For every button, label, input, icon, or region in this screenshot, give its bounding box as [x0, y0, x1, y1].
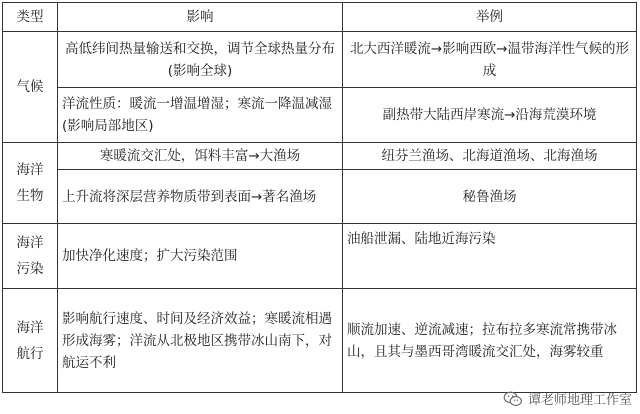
impact-cell: 上升流将深层营养物质带到表面→著名渔场 [58, 170, 343, 224]
table-row [3, 143, 637, 170]
category-label: 生物 [16, 188, 44, 204]
category-label: 海洋 [16, 319, 44, 336]
header-example: 举例 [343, 3, 637, 32]
table-row [3, 224, 637, 289]
example-cell: 秘鲁渔场 [343, 170, 637, 224]
category-marine-pollution [3, 224, 58, 289]
wechat-icon [503, 391, 523, 407]
category-label: 污染 [16, 261, 44, 277]
example-cell: 北大西洋暖流→影响西欧→温带海洋性气候的形成 [343, 32, 637, 88]
watermark [503, 389, 632, 408]
ocean-current-impact-table [2, 2, 637, 393]
impact-cell: 洋流性质：暖流一增温增湿；寒流一降温减湿(影响局部地区) [58, 88, 343, 143]
table-row [3, 170, 637, 224]
category-label: 航行 [16, 345, 44, 362]
category-label: 气候 [16, 79, 44, 95]
table-row [3, 88, 637, 143]
header-type: 类型 [3, 3, 58, 32]
example-cell: 纽芬兰渔场、北海道渔场、北海渔场 [343, 143, 637, 170]
category-label: 海洋 [16, 162, 44, 178]
table-header-row [3, 3, 637, 32]
table-row [3, 289, 637, 393]
example-cell: 油船泄漏、陆地近海污染 [343, 224, 637, 289]
example-cell: 顺流加速、逆流减速；拉布拉多寒流常携带冰山，且其与墨西哥湾暖流交汇处，海雾较重 [343, 289, 637, 393]
impact-cell: 寒暖流交汇处，饵料丰富→大渔场 [58, 143, 343, 170]
watermark-text: 谭老师地理工作室 [527, 393, 632, 408]
category-label: 海洋 [16, 235, 44, 251]
header-impact: 影响 [58, 3, 343, 32]
example-cell: 副热带大陆西岸寒流→沿海荒漠环境 [343, 88, 637, 143]
category-navigation [3, 289, 58, 393]
category-marine-life [3, 143, 58, 224]
impact-cell: 高低纬间热量输送和交换，调节全球热量分布(影响全球) [58, 32, 343, 88]
table-row [3, 32, 637, 88]
category-climate [3, 32, 58, 143]
impact-cell: 加快净化速度；扩大污染范围 [58, 224, 343, 289]
impact-cell: 影响航行速度、时间及经济效益；寒暖流相遇形成海雾；洋流从北极地区携带冰山南下，对航运不利 [58, 289, 343, 393]
